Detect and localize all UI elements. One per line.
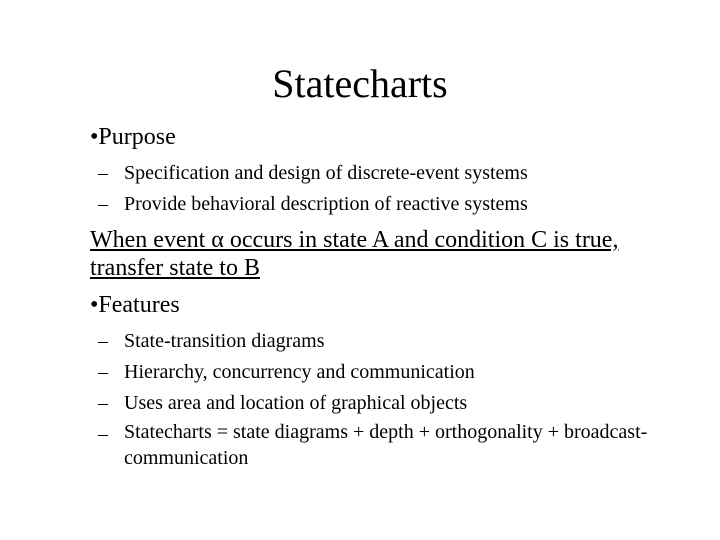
features-item-3: Uses area and location of graphical objects	[124, 392, 468, 414]
dash-marker: –	[98, 162, 108, 184]
slide-title: Statecharts	[272, 61, 448, 106]
dash-marker: –	[98, 330, 108, 352]
dash-marker: –	[98, 361, 108, 383]
list-item	[98, 158, 528, 189]
purpose-item-2: Provide behavioral description of reactive systems	[124, 193, 528, 215]
list-item	[98, 189, 528, 220]
features-item-4: Statecharts = state diagrams + depth + orthogonality + broadcast-communication	[124, 421, 648, 469]
bullet-purpose-label: Purpose	[98, 124, 176, 150]
dash-marker: –	[98, 423, 108, 445]
dash-marker: –	[98, 392, 108, 414]
bullet-features	[90, 290, 180, 320]
bullet-features-label: Features	[98, 292, 180, 318]
features-item-1: State-transition diagrams	[124, 330, 325, 352]
list-item	[98, 357, 664, 388]
list-item	[98, 326, 664, 357]
bullet-purpose	[90, 122, 176, 152]
dash-marker: –	[98, 193, 108, 215]
bullet-marker: •	[90, 292, 99, 318]
features-sub-list	[98, 326, 664, 471]
transition-statement: When event α occurs in state A and condition C is true, transfer state to B	[90, 227, 619, 281]
purpose-item-1: Specification and design of discrete-event systems	[124, 162, 528, 184]
features-item-2: Hierarchy, concurrency and communication	[124, 361, 475, 383]
purpose-sub-list	[98, 158, 528, 220]
list-item	[98, 388, 664, 419]
bullet-marker: •	[90, 124, 99, 150]
list-item	[98, 419, 664, 471]
